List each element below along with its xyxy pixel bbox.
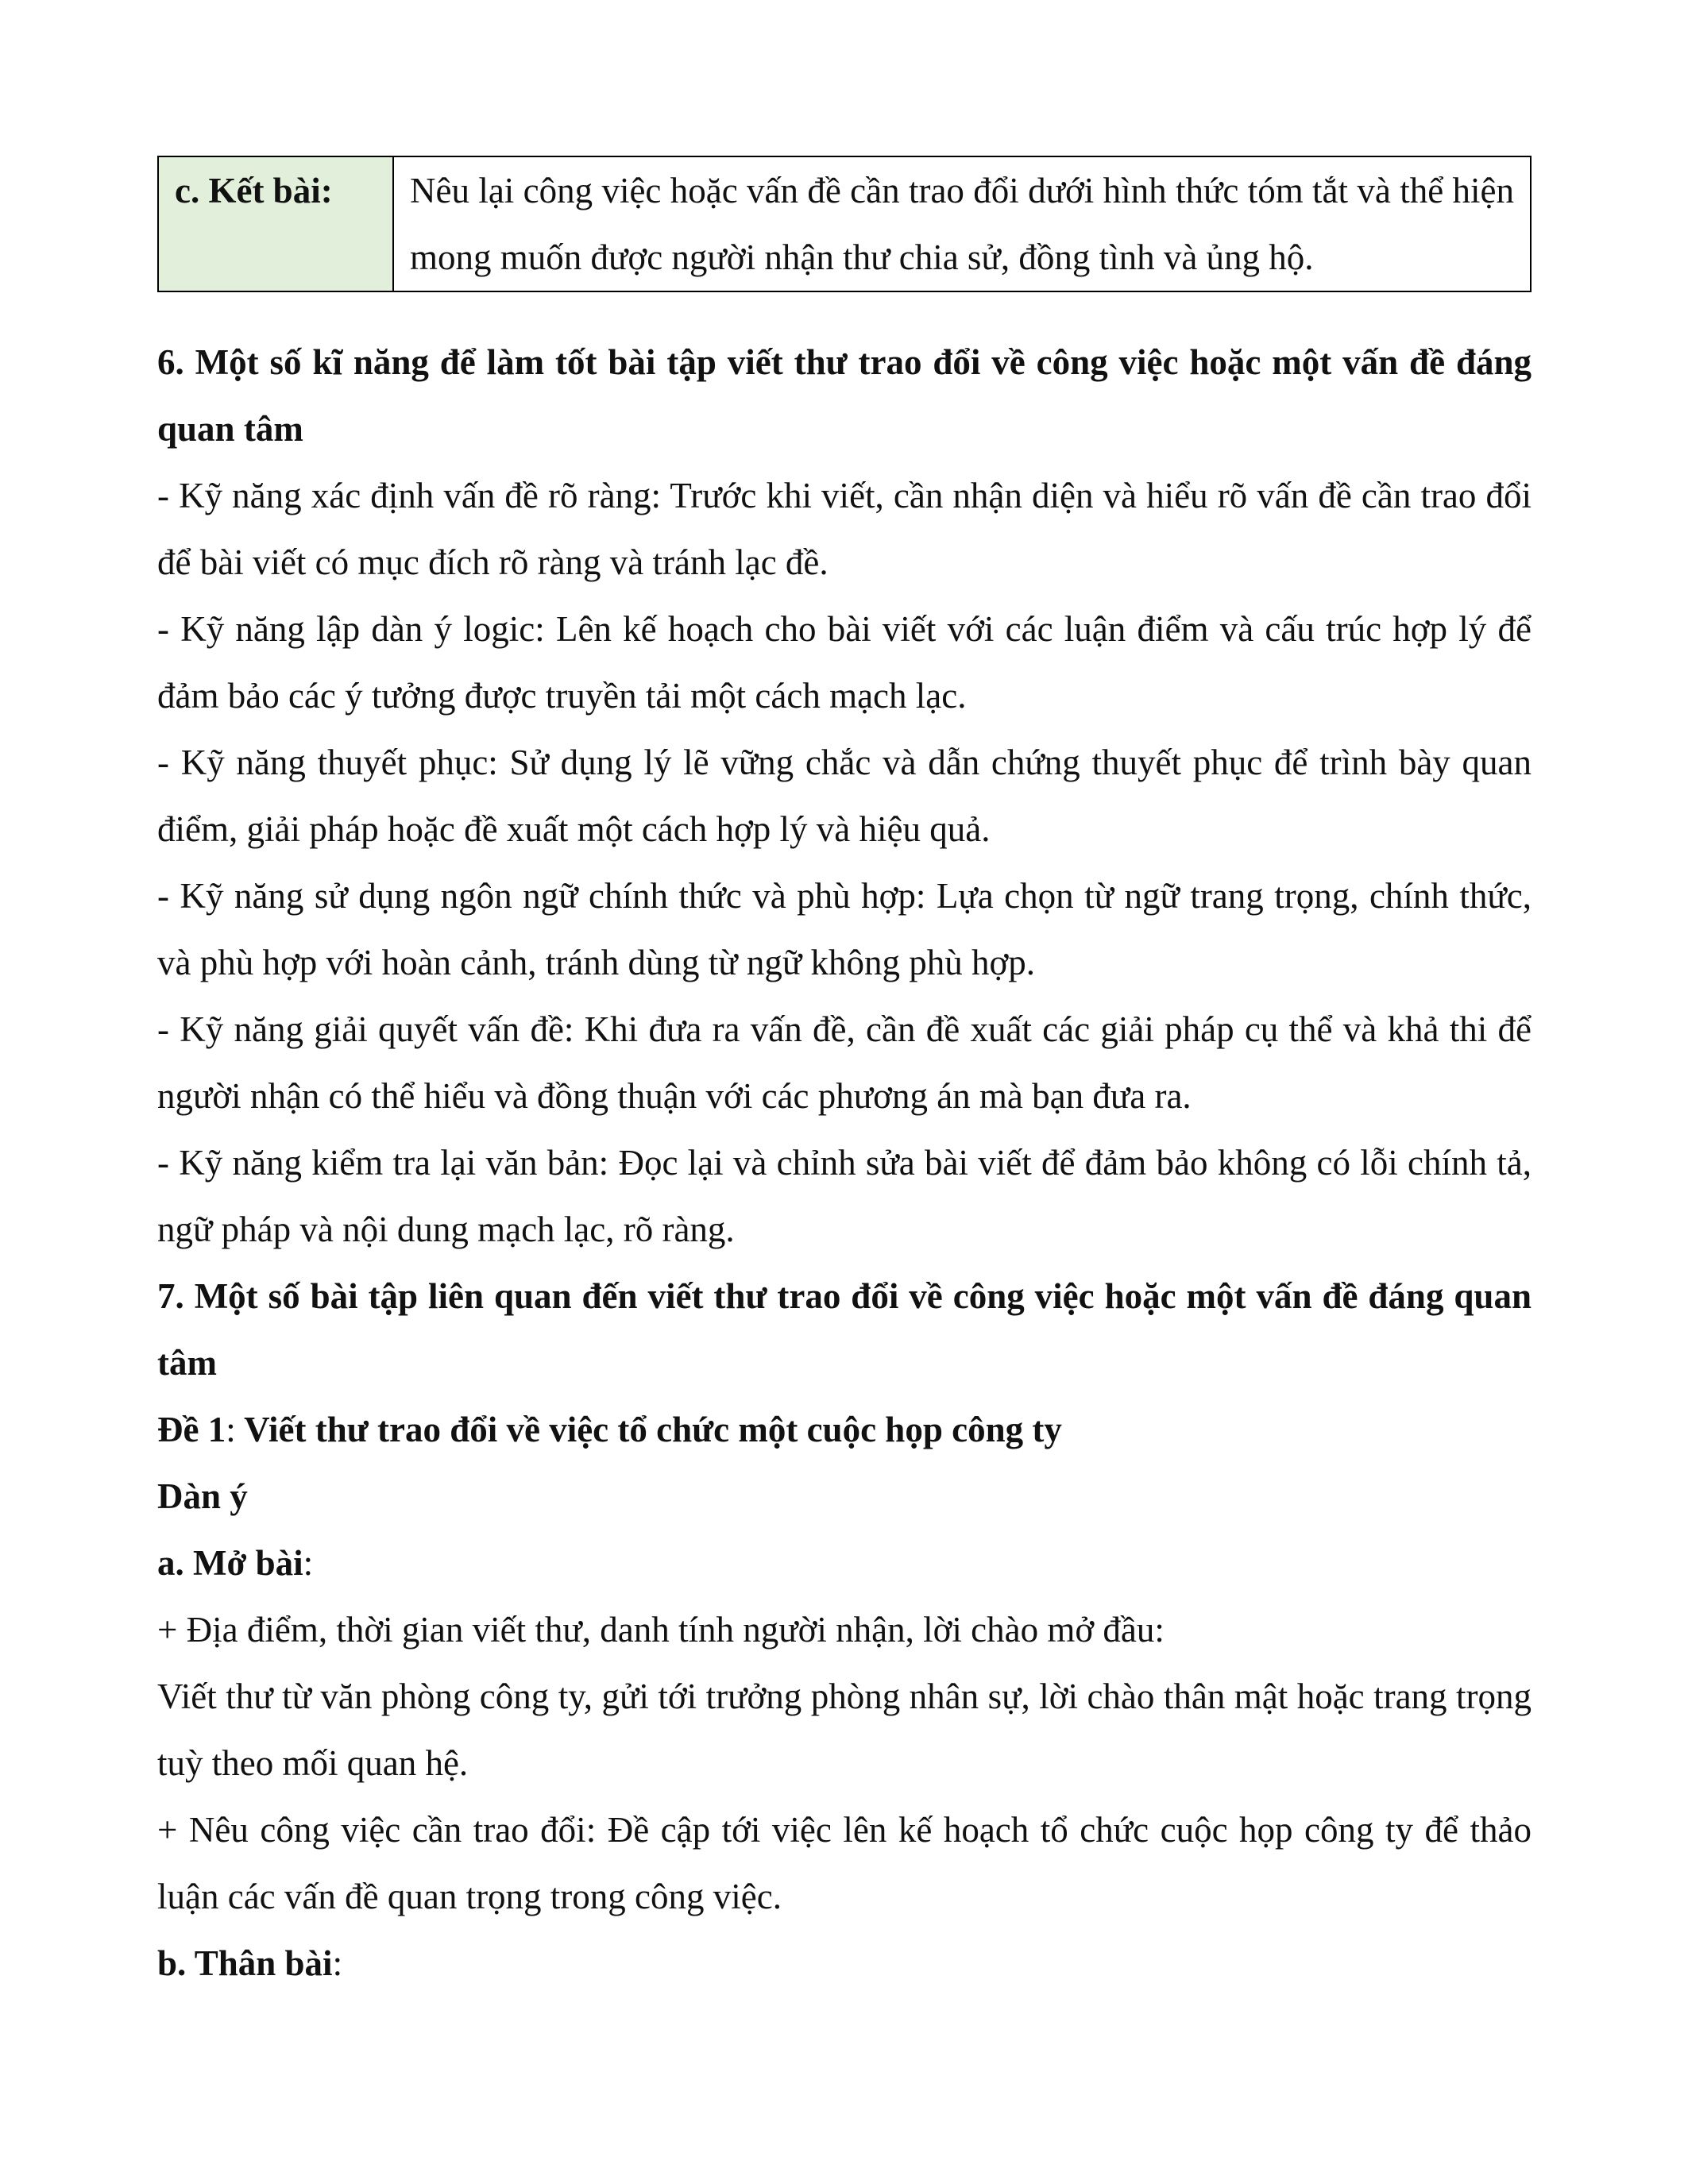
intro-colon: : xyxy=(303,1543,314,1583)
spacer xyxy=(157,292,1532,329)
conclusion-table xyxy=(157,156,1532,292)
skill-item-1: - Kỹ năng xác định vấn đề rõ ràng: Trước khi viết, cần nhận diện và hiểu rõ vấn đề cần trao đổi để bài viết có mục đích rõ ràng và tránh lạc đề. xyxy=(157,476,1532,582)
skill-item-2: - Kỹ năng lập dàn ý logic: Lên kế hoạch cho bài viết với các luận điểm và cấu trúc hợp lý để đảm bảo các ý tưởng được truyền tải một cách mạch lạc. xyxy=(157,609,1532,716)
body-heading xyxy=(157,1930,1532,1997)
intro-line-2: Viết thư từ văn phòng công ty, gửi tới trưởng phòng nhân sự, lời chào thân mật hoặc trang trọng tuỳ theo mối quan hệ. xyxy=(157,1677,1532,1783)
intro-label: a. Mở bài xyxy=(157,1543,303,1583)
section-7-heading: 7. Một số bài tập liên quan đến viết thư trao đổi về công việc hoặc một vấn đề đáng quan tâm xyxy=(157,1276,1532,1383)
skill-item-5: - Kỹ năng giải quyết vấn đề: Khi đưa ra vấn đề, cần đề xuất các giải pháp cụ thể và khả thi để người nhận có thể hiểu và đồng thuận với các phương án mà bạn đưa ra. xyxy=(157,1009,1532,1116)
skill-item-3: - Kỹ năng thuyết phục: Sử dụng lý lẽ vững chắc và dẫn chứng thuyết phục để trình bày quan điểm, giải pháp hoặc đề xuất một cách hợp lý và hiệu quả. xyxy=(157,743,1532,849)
intro-line-3: + Nêu công việc cần trao đổi: Đề cập tới việc lên kế hoạch tổ chức cuộc họp công ty để thảo luận các vấn đề quan trọng trong công việc. xyxy=(157,1810,1532,1916)
outline-heading: Dàn ý xyxy=(157,1476,248,1516)
body-label: b. Thân bài xyxy=(157,1943,333,1983)
exercise-1-label: Đề 1 xyxy=(157,1410,226,1449)
table-label-cell: c. Kết bài: xyxy=(158,156,393,291)
body-colon: : xyxy=(332,1943,343,1983)
table-text-cell: Nêu lại công việc hoặc vấn đề cần trao đổi dưới hình thức tóm tắt và thể hiện mong muốn được người nhận thư chia sử, đồng tình và ủng hộ. xyxy=(393,156,1531,291)
exercise-1-title xyxy=(157,1396,1532,1463)
intro-heading xyxy=(157,1530,1532,1596)
section-6-heading: 6. Một số kĩ năng để làm tốt bài tập viết thư trao đổi về công việc hoặc một vấn đề đáng quan tâm xyxy=(157,342,1532,449)
table-row xyxy=(158,156,1531,291)
document-page xyxy=(157,151,1532,1997)
exercise-1-colon: : xyxy=(226,1410,236,1449)
exercise-1-text: Viết thư trao đổi về việc tổ chức một cuộc họp công ty xyxy=(235,1410,1062,1449)
intro-line-1: + Địa điểm, thời gian viết thư, danh tính người nhận, lời chào mở đầu: xyxy=(157,1610,1165,1650)
skill-item-4: - Kỹ năng sử dụng ngôn ngữ chính thức và phù hợp: Lựa chọn từ ngữ trang trọng, chính thức, và phù hợp với hoàn cảnh, tránh dùng từ ngữ không phù hợp. xyxy=(157,876,1532,982)
skill-item-6: - Kỹ năng kiểm tra lại văn bản: Đọc lại và chỉnh sửa bài viết để đảm bảo không có lỗi chính tả, ngữ pháp và nội dung mạch lạc, rõ ràng. xyxy=(157,1143,1532,1249)
